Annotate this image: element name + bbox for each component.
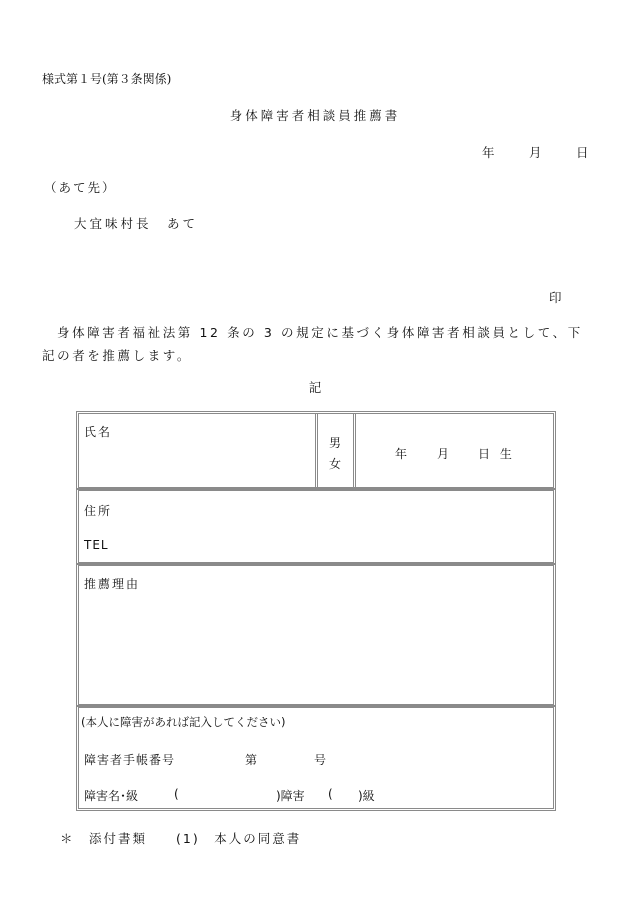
disability-name-grade-label: 障害名･級 [84,789,139,803]
recommendation-statement: 身体障害者福祉法第 12 条の 3 の規定に基づく身体障害者相談員として、下記の者を推薦します。 [42,325,583,363]
document-title: 身体障害者相談員推薦書 [229,108,401,123]
disability-note: (本人に障害があれば記入してください) [81,715,286,729]
date-year-label: 年 [482,145,495,160]
sex-birth-divider [353,413,356,488]
disability-paren-open-2: ( [328,787,333,801]
form-number: 様式第１号(第３条関係) [42,72,172,86]
birth-year-label: 年 [395,447,408,461]
disability-paren-open-1: ( [174,787,179,801]
seal-mark: 印 [549,290,562,305]
address-row [76,488,556,565]
name-sex-divider [315,413,318,488]
certificate-number-label: 障害者手帳番号 [84,753,176,767]
disability-paren-close-kyu: )級 [358,789,375,803]
date-day-label: 日 [576,145,589,160]
name-label: 氏名 [84,425,113,439]
certificate-go-label: 号 [314,753,327,767]
sex-male-label: 男 [329,436,342,450]
birth-day-born-label: 日 生 [478,447,515,461]
certificate-dai-label: 第 [245,753,258,767]
address-label: 住所 [84,504,113,518]
addressee: 大宜味村長 あて [74,216,199,231]
addressee-heading: （あて先） [44,180,117,195]
disability-paren-close-shogai: )障害 [276,789,305,803]
ki-heading: 記 [308,380,322,395]
tel-label: TEL [84,538,109,552]
attachments-note: ＊ 添付書類 (1) 本人の同意書 [60,831,302,846]
reason-label: 推薦理由 [84,577,141,591]
reason-row [76,563,556,707]
sex-female-label: 女 [329,457,342,471]
birth-month-label: 月 [437,447,450,461]
date-month-label: 月 [529,145,542,160]
